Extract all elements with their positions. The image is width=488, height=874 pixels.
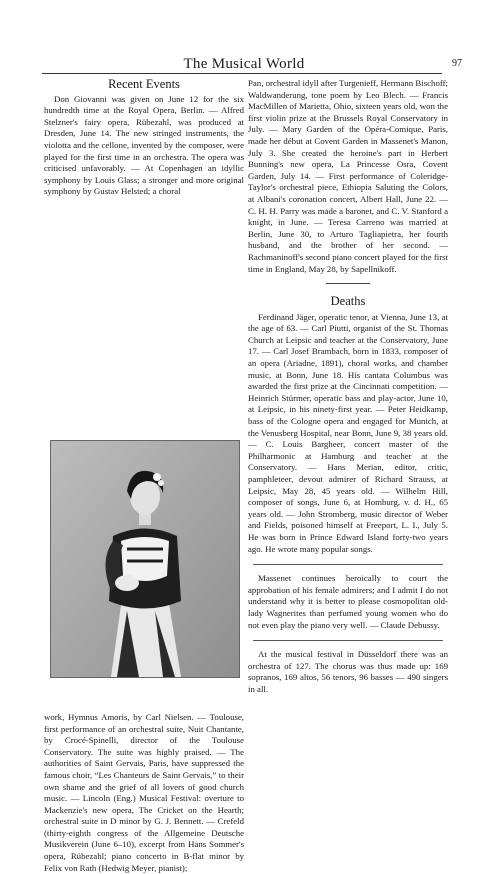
divider-rule [253, 640, 443, 641]
section-rule [326, 283, 370, 284]
right-column [248, 78, 448, 696]
recent-events-heading: Recent Events [108, 77, 180, 91]
portrait-illustration [51, 441, 239, 677]
deaths-heading: Deaths [330, 294, 366, 309]
deaths-paragraph: Ferdinand Jäger, operatic tenor, at Vienna, June 13, at the age of 63. — Carl Piutti, organist of the St. Thomas Church at Leipsic and teacher at the Conservatory, June 17. — Carl Josef Brambach, born in 1833, composer of an opera (Ariadne, 1891), choral works, and chamber music, at Bonn, June 18. His cantata Columbus was awarded the first prize at the Cincinnati competition. — Heinrich Stürmer, operatic bass and play-actor, June 10, at Leipsic, in his ninety-first year. — Peter Heidkamp, bass of the Cologne opera and engaged for Munich, at the Venusberg Hospital, near Bonn, June 9, 38 years old. — C. Louis Bargheer, concert master of the Philharmonic at Hamburg and teacher at the Conservatory. — Hans Merian, editor, critic, pamphleteer, devout admirer of Richard Strauss, at Leipsic, May 28, 45 years old. — Wilhelm Hill, composer of songs, June 6, at Homburg, v. d. H., 65 years old. — John Stromberg, music director of Weber and Fields, poisoned himself at Freeport, L. I., July 5. He was born in Prince Edward Island forty-two years ago. He wrote many popular songs. [248, 311, 448, 554]
recent-events-paragraph-3: Pan, orchestral idyll after Turgenieff, Hermann Bischoff; Waldwanderung, tone poem by Leo Blech. — Francis MacMillen of Marietta, Ohio, sixteen years old, won the first violin prize at the Brussels Royal Conservatory in July. — Mary Garden of the Opéra-Comique, Paris, made her début at Covent Garden in Massenet's Manon, July 3. She created the heroine's part in Herbert Bunning's new opera, La Princesse Osra, Covent Garden, July 14. — First performance of Coleridge-Taylor's orchestral piece, Ethiopia Saluting the Colors, at Albani's coronation concert, Albert Hall, June 22. — C. H. H. Parry was made a baronet, and C. V. Stanford a knight, in June. — Teresa Carreno was married at Berlin, June 30, to Arturo Tagliapietra, her fourth husband, and the brother of her second. — Rachmaninoff's second piano concert played for the first time in England, May 28, by Sapellnikoff. [248, 78, 448, 274]
portrait-photo [50, 440, 240, 678]
page-header-title: The Musical World [183, 56, 305, 72]
header-rule [42, 73, 442, 74]
recent-events-paragraph-1: Don Giovanni was given on June 12 for the six hundredth time at the Royal Opera, Berlin. — Alfred Stelzner's fairy opera, Rübezahl, was produced at Dresden, June 14. The new stringed instruments, the violotta and the cellone, invented by the composer, were played for the first time in an orchestra. The opera was criticised unfavorably. — At Copenhagen an idyllic symphony by Louis Glass; a stronger and more original symphony by Gustav Helsted; a choral [44, 93, 244, 197]
divider-rule [253, 564, 443, 565]
portrait-figure [44, 440, 244, 712]
massenet-note: Massenet continues heroically to court the approbation of his female admirers; and I admit I do not understand why it is better to please cosmopolitan old-lady Wagnerites than perfumed young women who do not even play the piano very well. — Claude Debussy. [248, 573, 448, 630]
recent-events-paragraph-2: work, Hymnus Amoris, by Carl Nielsen. — Toulouse, first performance of an orchestral suite, Nuit Chantante, by Crocé-Spinelli, director of the Toulouse Conservatory. The suite was highly praised. — The authorities of Saint Gervais, Paris, have suppressed the famous choir, “Les Chanteurs de Saint Gervais,” to their own shame and the grief of all lovers of good church music. — Lincoln (Eng.) Musical Festival: overture to Mackenzie's new opera, The Cricket on the Hearth; orchestral suite in D minor by G. J. Bennett. — Crefeld (thirty-eighth congress of the Allgemeine Deutsche Musikverein (June 6–10), excerpt from Hans Sommer's opera, Rübezahl; piano concerto in B-flat minor by Felix von Rath (Hedwig Meyer, pianist); [44, 711, 244, 873]
left-column [44, 78, 244, 874]
dusseldorf-note: At the musical festival in Düsseldorf there was an orchestra of 127. The chorus was thus made up: 169 sopranos, 169 altos, 56 tenors, 96 basses — 490 singers in all. [248, 649, 448, 694]
page-number: 97 [452, 58, 462, 69]
